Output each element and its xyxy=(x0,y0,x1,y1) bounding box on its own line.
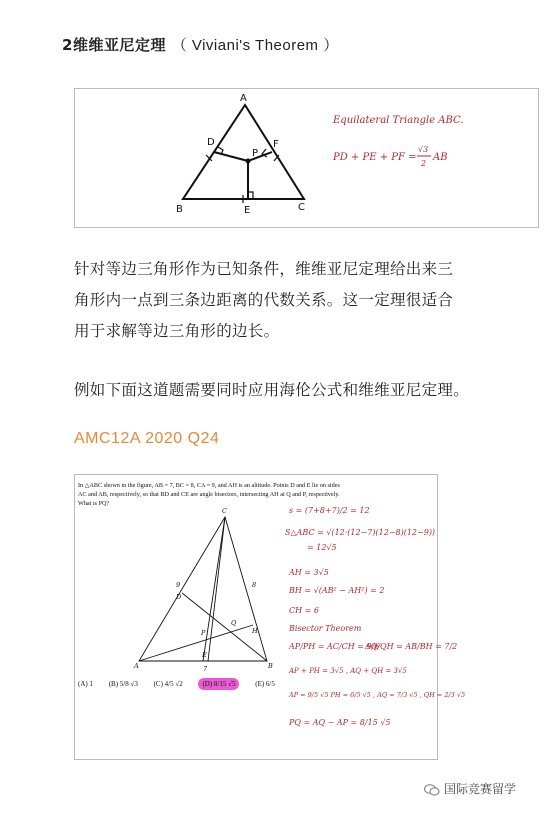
amc-diagram xyxy=(75,475,466,759)
heading-title-cn: 维维亚尼定理 xyxy=(72,36,166,54)
sol-line: CH = 6 xyxy=(289,606,319,615)
heading-number: 2 xyxy=(62,36,73,54)
sol-line: = 12√5 xyxy=(307,543,337,552)
para-line: 针对等边三角形作为已知条件，维维亚尼定理给出来三 xyxy=(74,260,454,278)
label-p: P xyxy=(201,629,206,637)
choice-c[interactable]: (C) 4/5 √2 xyxy=(153,680,183,688)
note-equilateral: Equilateral Triangle ABC. xyxy=(333,115,464,126)
sol-line: AP/PH = AC/CH = 9/6 xyxy=(289,642,380,651)
footer-watermark xyxy=(424,780,516,797)
choice-a[interactable]: (A) 1 xyxy=(78,680,93,688)
sol-line: AP + PH = 3√5 , AQ + QH = 3√5 xyxy=(289,667,407,675)
sol-line: s = (7+8+7)/2 = 12 xyxy=(289,506,370,515)
problem-statement: In △ABC shown in the figure, AB = 7, BC = 8, CA = 9, and AH is an altitude. Points D and E lie on sides AC and AB, respectively, so that BD and CE are angle bisectors, intersecting AH at Q and P, respectively. What is PQ? xyxy=(78,482,340,507)
heading-title-en: （ Viviani's Theorem ） xyxy=(171,37,339,54)
choice-b[interactable]: (B) 5/8 √3 xyxy=(108,680,138,688)
sol-line: AP = 9/5 √5 PH = 6/5 √5 , AQ = 7/3 √5 , QH = 2/3 √5 xyxy=(289,691,466,699)
section-heading xyxy=(62,34,339,55)
note-two: 2 xyxy=(421,159,427,168)
label-h: H xyxy=(252,627,258,635)
label-c: C xyxy=(222,507,227,515)
sol-line: AQ/QH = AB/BH = 7/2 xyxy=(365,642,458,651)
problem-title: AMC12A 2020 Q24 xyxy=(74,430,220,447)
perp-pd xyxy=(214,152,248,161)
choice-d[interactable]: (D) 8/15 √5 xyxy=(198,678,239,690)
label-d: D xyxy=(207,137,215,148)
sol-line: Bisector Theorem xyxy=(289,624,362,633)
triangle-abc xyxy=(139,517,267,661)
note-ab: AB xyxy=(433,152,448,163)
label-e: E xyxy=(244,205,251,216)
label-e: E xyxy=(202,651,207,659)
wechat-icon xyxy=(424,784,440,796)
note-sqrt3: √3 xyxy=(418,145,429,154)
amc-problem-figure xyxy=(74,474,466,760)
point-p xyxy=(246,159,251,164)
para-line: 用于求解等边三角形的边长。 xyxy=(74,322,280,340)
sol-line: PQ = AQ − AP = 8/15 √5 xyxy=(289,718,391,727)
label-a: A xyxy=(134,662,139,670)
sol-line: S△ABC = √(12·(12−7)(12−8)(12−9)) xyxy=(285,528,436,537)
viviani-diagram xyxy=(75,89,538,227)
choice-e[interactable]: (E) 6/5 xyxy=(255,680,275,688)
label-b: B xyxy=(176,204,183,215)
label-8: 8 xyxy=(252,581,257,589)
triangle-abc xyxy=(183,105,304,199)
sol-line: AH = 3√5 xyxy=(289,568,329,577)
label-a: A xyxy=(240,93,247,104)
example-paragraph: 例如下面这道题需要同时应用海伦公式和维维亚尼定理。 xyxy=(74,381,470,399)
answer-choices xyxy=(78,680,289,688)
sol-line: BH = √(AB² − AH²) = 2 xyxy=(289,586,385,595)
note-sum: PD + PE + PF = xyxy=(333,152,417,163)
label-d: D xyxy=(176,593,182,601)
label-b: B xyxy=(268,662,273,670)
para-line: 角形内一点到三条边距离的代数关系。这一定理很适合 xyxy=(74,291,454,309)
label-f: F xyxy=(273,139,279,150)
viviani-figure xyxy=(74,88,539,228)
label-q: Q xyxy=(231,619,237,627)
label-7: 7 xyxy=(203,665,208,673)
intro-paragraph xyxy=(74,254,453,347)
footer-brand: 国际竞赛留学 xyxy=(444,782,517,796)
bisector-ce xyxy=(208,517,225,661)
label-9: 9 xyxy=(176,581,181,589)
label-p: P xyxy=(252,148,259,159)
label-c: C xyxy=(298,202,305,213)
segment xyxy=(139,625,253,661)
